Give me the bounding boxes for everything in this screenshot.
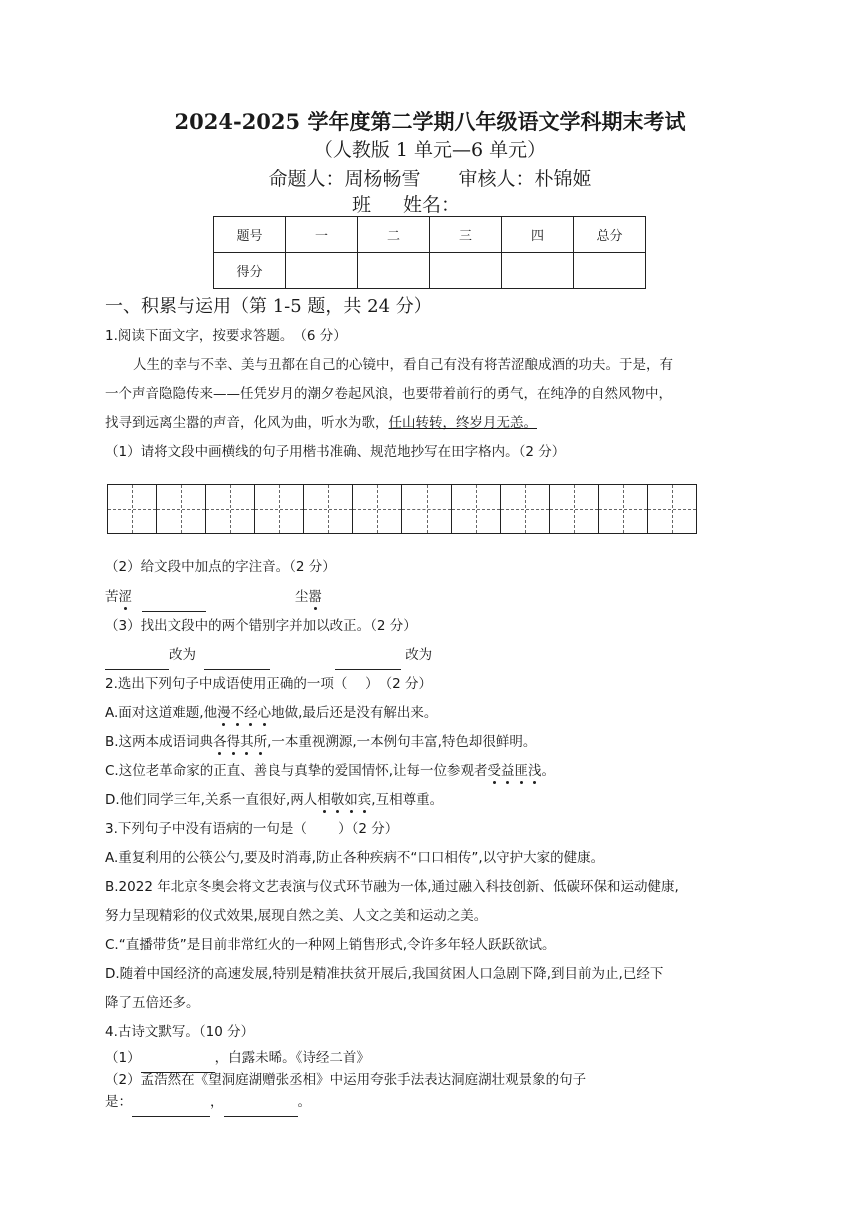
q2-b-text: B.这两本成语词典 <box>105 734 214 750</box>
tianzige-cell[interactable] <box>353 485 402 533</box>
q4-s2-line2 <box>105 1088 745 1117</box>
dotted-char: 其 <box>240 734 254 750</box>
tianzige-cell[interactable] <box>108 485 157 533</box>
class-name-line <box>300 190 544 217</box>
q3-option-d-line1[interactable]: D.随着中国经济的高速发展,特别是精准扶贫开展后,我国贫困人口急剧下降,到目前为止,已经下 <box>105 966 664 982</box>
score-cell-q2: 二 <box>358 217 430 253</box>
q2-c-idiom <box>488 763 542 779</box>
score-cell-q1: 一 <box>286 217 358 253</box>
q2-option-d[interactable] <box>105 786 745 815</box>
tianzige-grid[interactable] <box>107 484 697 534</box>
q2-a-text: A.面对这道难题,他 <box>105 705 218 721</box>
dotted-char: 益 <box>501 763 515 779</box>
dotted-char: 敬 <box>330 792 345 808</box>
name-blank[interactable] <box>460 198 544 217</box>
q2-stem: 2.选出下列句子中成语使用正确的一项（ ） （2 分） <box>105 676 433 692</box>
exam-authors: 命题人：周杨畅雪 审核人：朴锦姬 <box>268 168 592 190</box>
score-input-q2[interactable] <box>358 253 430 289</box>
section1-heading: 一、积累与运用（第 1-5 题，共 24 分） <box>105 296 432 317</box>
score-input-q3[interactable] <box>430 253 502 289</box>
dotted-char: 得 <box>226 734 241 750</box>
score-table-header-row <box>214 217 646 253</box>
q4-s1-num: （1） <box>105 1050 141 1066</box>
pinyin-word2-dotted-char: 嚣 <box>308 589 322 605</box>
q2-d-text: D.他们同学三年,关系一直很好,两人 <box>105 792 318 808</box>
score-row-label: 得分 <box>214 253 286 289</box>
q2-option-a[interactable] <box>105 699 745 728</box>
name-label: 姓名： <box>403 194 461 216</box>
score-cell-q4: 四 <box>502 217 574 253</box>
q2-a-text-end: 地做,最后还是没有解出来。 <box>271 705 438 721</box>
q1-passage-line2: 一个声音隐隐传来——任凭岁月的潮夕卷起风浪，也要带着前行的勇气，在纯净的自然风物中， <box>105 386 672 402</box>
pinyin-word2-char1: 尘 <box>294 589 309 605</box>
q4-stem: 4.古诗文默写。（10 分） <box>105 1024 255 1040</box>
q4-s2-line1: （2）孟浩然在《望洞庭湖赠张丞相》中运用夸张手法表达洞庭湖壮观景象的句子 <box>105 1072 587 1088</box>
tianzige-cell[interactable] <box>648 485 696 533</box>
correct-label-2: 改为 <box>405 647 433 663</box>
fix-blank-1[interactable] <box>204 651 270 670</box>
q4-s2-blank2[interactable] <box>224 1098 298 1117</box>
q3-option-a[interactable]: A.重复利用的公筷公勺,要及时消毒,防止各种疾病不“口口相传”,以守护大家的健康。 <box>105 850 605 866</box>
q1-sub2: （2）给文段中加点的字注音。（2 分） <box>105 559 336 575</box>
correct-label-1: 改为 <box>169 647 196 663</box>
dotted-char: 匪 <box>514 763 529 779</box>
dotted-char: 受 <box>487 763 502 779</box>
dotted-char: 相 <box>317 792 331 808</box>
tianzige-cell[interactable] <box>452 485 501 533</box>
dotted-char: 如 <box>344 792 358 808</box>
class-label: 班 <box>352 194 372 216</box>
pinyin-word1-char1: 苦 <box>105 589 119 605</box>
q1-passage-line3 <box>105 409 745 438</box>
score-cell-total: 总分 <box>574 217 646 253</box>
dotted-char: 浅 <box>528 763 542 779</box>
pinyin-blank-1[interactable] <box>142 593 206 612</box>
pinyin-word1-dotted-char: 涩 <box>118 589 132 605</box>
score-cell-label: 题号 <box>214 217 286 253</box>
q1-underlined-sentence: 任山转转，终岁月无恙。 <box>388 415 537 431</box>
dotted-char: 所 <box>253 734 268 750</box>
q2-b-idiom <box>213 734 267 750</box>
q2-d-idiom <box>317 792 371 808</box>
exam-subtitle: （人教版 1 单元—6 单元） <box>313 139 547 161</box>
dotted-char: 经 <box>244 705 258 721</box>
typo-blank-2[interactable] <box>335 651 401 670</box>
q4-s2-sep: ， <box>210 1094 224 1110</box>
q4-s2-lead: 是： <box>105 1094 132 1110</box>
tianzige-cell[interactable] <box>304 485 353 533</box>
q4-s1-text: ，白露未晞。《诗经二首》 <box>214 1050 370 1066</box>
q1-passage-line1: 人生的幸与不幸、美与丑都在自己的心镜中，看自己有没有将苦涩酿成酒的功夫。于是，有 <box>133 357 673 373</box>
q2-option-c[interactable] <box>105 757 745 786</box>
q1-pinyin-line <box>105 583 745 612</box>
dotted-char: 心 <box>257 705 272 721</box>
q1-sub3: （3）找出文段中的两个错别字并加以改正。（2 分） <box>105 618 417 634</box>
q3-option-d-line2: 降了五倍还多。 <box>105 995 200 1011</box>
exam-title: 2024-2025 学年度第二学期八年级语文学科期末考试 <box>174 109 686 134</box>
q4-s2-blank1[interactable] <box>132 1098 210 1117</box>
q2-c-text-end: 。 <box>541 763 556 779</box>
q3-option-c[interactable]: C.“直播带货”是目前非常红火的一种网上销售形式,令许多年轻人跃跃欲试。 <box>105 937 556 953</box>
q3-stem: 3.下列句子中没有语病的一句是（ ）（2 分） <box>105 821 399 837</box>
tianzige-cell[interactable] <box>157 485 206 533</box>
q1-stem: 1.阅读下面文字，按要求答题。 （6 分） <box>105 328 347 344</box>
q2-option-b[interactable] <box>105 728 745 757</box>
q1-correction-line <box>105 641 745 670</box>
score-cell-q3: 三 <box>430 217 502 253</box>
dotted-char: 漫 <box>217 705 231 721</box>
score-input-q4[interactable] <box>502 253 574 289</box>
dotted-char: 各 <box>213 734 227 750</box>
q3-option-b-line2: 努力呈现精彩的仪式效果,展现自然之美、人文之美和运动之美。 <box>105 908 488 924</box>
tianzige-cell[interactable] <box>599 485 648 533</box>
tianzige-cell[interactable] <box>550 485 599 533</box>
class-blank[interactable] <box>300 198 352 217</box>
q2-b-text-end: ,一本重视溯源,一本例句丰富,特色却很鲜明。 <box>267 734 537 750</box>
tianzige-cell[interactable] <box>255 485 304 533</box>
score-input-q1[interactable] <box>286 253 358 289</box>
tianzige-cell[interactable] <box>402 485 451 533</box>
q3-option-b-line1[interactable]: B.2022 年北京冬奥会将文艺表演与仪式环节融为一体,通过融入科技创新、低碳环保和运动健康, <box>105 879 679 895</box>
q2-d-text-end: ,互相尊重。 <box>371 792 444 808</box>
score-table-score-row <box>214 253 646 289</box>
tianzige-cell[interactable] <box>501 485 550 533</box>
score-table <box>213 216 646 289</box>
q1-sub1: （1）请将文段中画横线的句子用楷书准确、规范地抄写在田字格内。（2 分） <box>105 444 566 460</box>
tianzige-cell[interactable] <box>206 485 255 533</box>
score-input-total[interactable] <box>574 253 646 289</box>
typo-blank-1[interactable] <box>105 651 169 670</box>
q1-passage-line3-text: 找寻到远离尘嚣的声音，化风为曲，听水为歌， <box>105 415 389 431</box>
q2-a-idiom <box>217 705 271 721</box>
q2-c-text: C.这位老革命家的正直、善良与真挚的爱国情怀,让每一位参观者 <box>105 763 488 779</box>
dotted-char: 宾 <box>357 792 372 808</box>
dotted-char: 不 <box>230 705 245 721</box>
q4-s2-end: 。 <box>297 1094 311 1110</box>
